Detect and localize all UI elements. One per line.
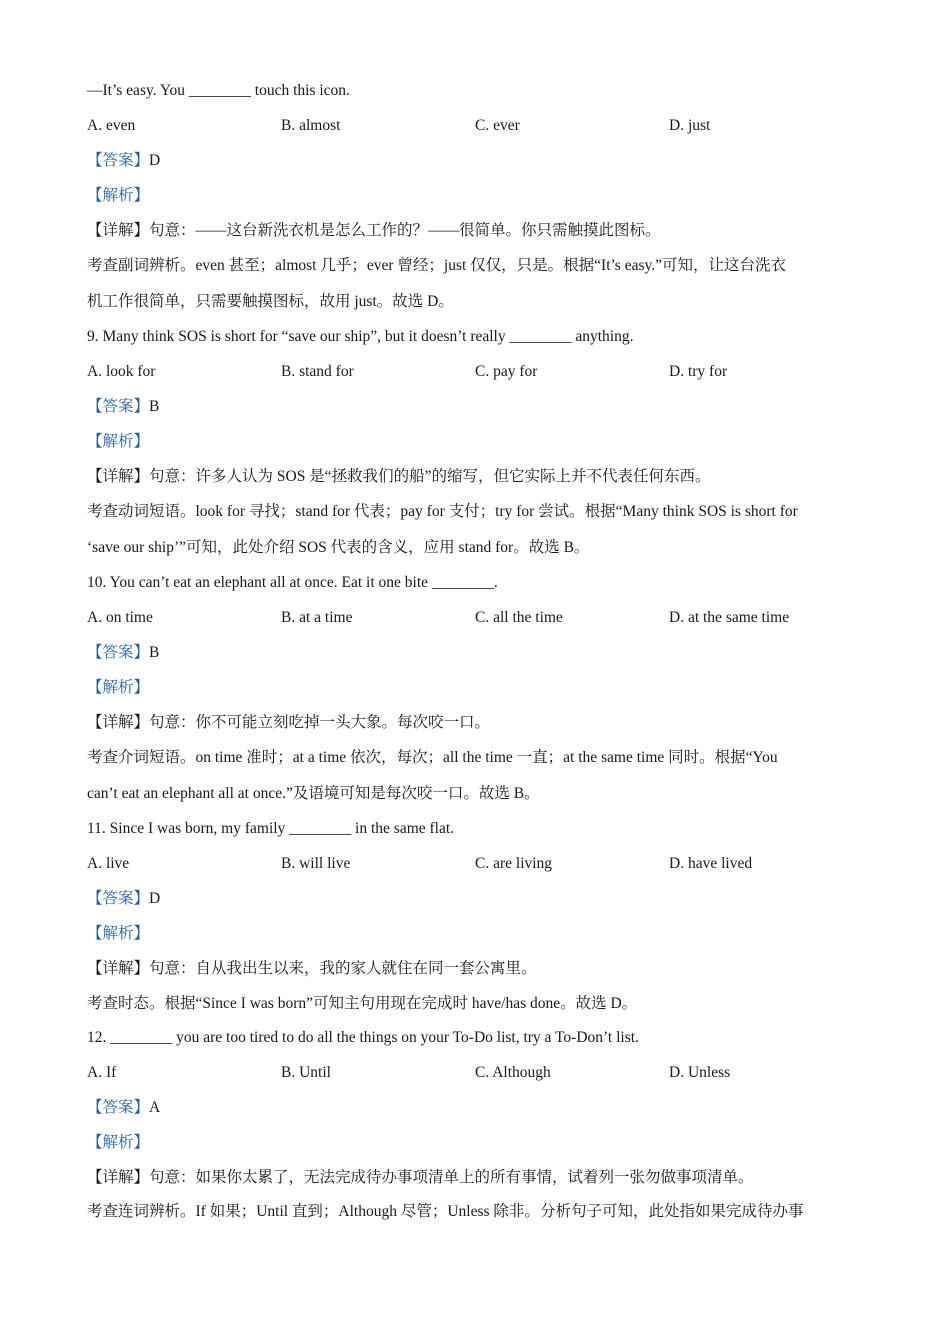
option-b: B. almost xyxy=(281,117,341,134)
analysis-tag: 【解析】 xyxy=(87,433,150,450)
option-b: B. will live xyxy=(281,855,351,872)
explanation-line: can’t eat an elephant all at once.”及语境可知是每次咬一口。故选 B。 xyxy=(87,785,540,802)
option-d: D. at the same time xyxy=(669,609,790,626)
answer-line xyxy=(87,397,867,417)
option-c: C. Although xyxy=(475,1064,551,1081)
option-c: C. pay for xyxy=(475,363,538,380)
answer-tag: 【答案】 xyxy=(87,1099,150,1116)
answer-line xyxy=(87,889,867,909)
answer-value: D xyxy=(149,890,161,907)
detail-line: 【详解】句意：——这台新洗衣机是怎么工作的？——很简单。你只需触摸此图标。 xyxy=(87,222,661,239)
analysis-tag: 【解析】 xyxy=(87,925,150,942)
question-stem: 9. Many think SOS is short for “save our ship”, but it doesn’t really ________ anything. xyxy=(87,328,634,345)
option-d: D. try for xyxy=(669,363,728,380)
detail-line: 【详解】句意：许多人认为 SOS 是“拯救我们的船”的缩写，但它实际上并不代表任何东西。 xyxy=(87,468,711,485)
option-c: C. are living xyxy=(475,855,553,872)
analysis-tag: 【解析】 xyxy=(87,187,150,204)
question-stem: 10. You can’t eat an elephant all at once. Eat it one bite ________. xyxy=(87,574,498,591)
answer-value: A xyxy=(149,1099,161,1116)
option-c: C. all the time xyxy=(475,609,563,626)
detail-line: 【详解】句意：自从我出生以来，我的家人就住在同一套公寓里。 xyxy=(87,960,537,977)
option-b: B. Until xyxy=(281,1064,331,1081)
question-stem: 11. Since I was born, my family ________ in the same flat. xyxy=(87,820,455,837)
answer-value: B xyxy=(149,644,160,661)
option-b: B. stand for xyxy=(281,363,354,380)
option-a: A. on time xyxy=(87,609,153,626)
answer-line xyxy=(87,151,867,171)
option-d: D. Unless xyxy=(669,1064,731,1081)
explanation-line: ‘save our ship’”可知，此处介绍 SOS 代表的含义，应用 stand for。故选 B。 xyxy=(87,539,590,556)
answer-tag: 【答案】 xyxy=(87,152,150,169)
explanation-line: 考查副词辨析。even 甚至；almost 几乎；ever 曾经；just 仅仅，只是。根据“It’s easy.”可知，让这台洗衣 xyxy=(87,257,787,274)
option-a: A. live xyxy=(87,855,130,872)
answer-tag: 【答案】 xyxy=(87,890,150,907)
analysis-tag: 【解析】 xyxy=(87,679,150,696)
question-stem: —It’s easy. You ________ touch this icon. xyxy=(87,82,350,99)
option-c: C. ever xyxy=(475,117,520,134)
answer-line xyxy=(87,1098,867,1118)
explanation-line: 机工作很简单，只需要触摸图标，故用 just。故选 D。 xyxy=(87,293,454,310)
answer-value: B xyxy=(149,398,160,415)
answer-tag: 【答案】 xyxy=(87,398,150,415)
option-a: A. If xyxy=(87,1064,117,1081)
answer-line xyxy=(87,643,867,663)
option-a: A. look for xyxy=(87,363,156,380)
question-stem: 12. ________ you are too tired to do all the things on your To-Do list, try a To-Don’t list. xyxy=(87,1029,639,1046)
explanation-line: 考查连词辨析。If 如果；Until 直到；Although 尽管；Unless 除非。分析句子可知，此处指如果完成待办事 xyxy=(87,1203,804,1220)
answer-value: D xyxy=(149,152,161,169)
explanation-line: 考查动词短语。look for 寻找；stand for 代表；pay for 支付；try for 尝试。根据“Many think SOS is short for xyxy=(87,503,798,520)
explanation-line: 考查介词短语。on time 准时；at a time 依次，每次；all the time 一直；at the same time 同时。根据“You xyxy=(87,749,778,766)
answer-tag: 【答案】 xyxy=(87,644,150,661)
detail-line: 【详解】句意：如果你太累了，无法完成待办事项清单上的所有事情，试着列一张勿做事项清单。 xyxy=(87,1169,754,1186)
option-b: B. at a time xyxy=(281,609,353,626)
analysis-tag: 【解析】 xyxy=(87,1134,150,1151)
option-a: A. even xyxy=(87,117,136,134)
option-d: D. have lived xyxy=(669,855,753,872)
explanation-line: 考查时态。根据“Since I was born”可知主句用现在完成时 have/has done。故选 D。 xyxy=(87,995,638,1012)
detail-line: 【详解】句意：你不可能立刻吃掉一头大象。每次咬一口。 xyxy=(87,714,491,731)
option-d: D. just xyxy=(669,117,711,134)
